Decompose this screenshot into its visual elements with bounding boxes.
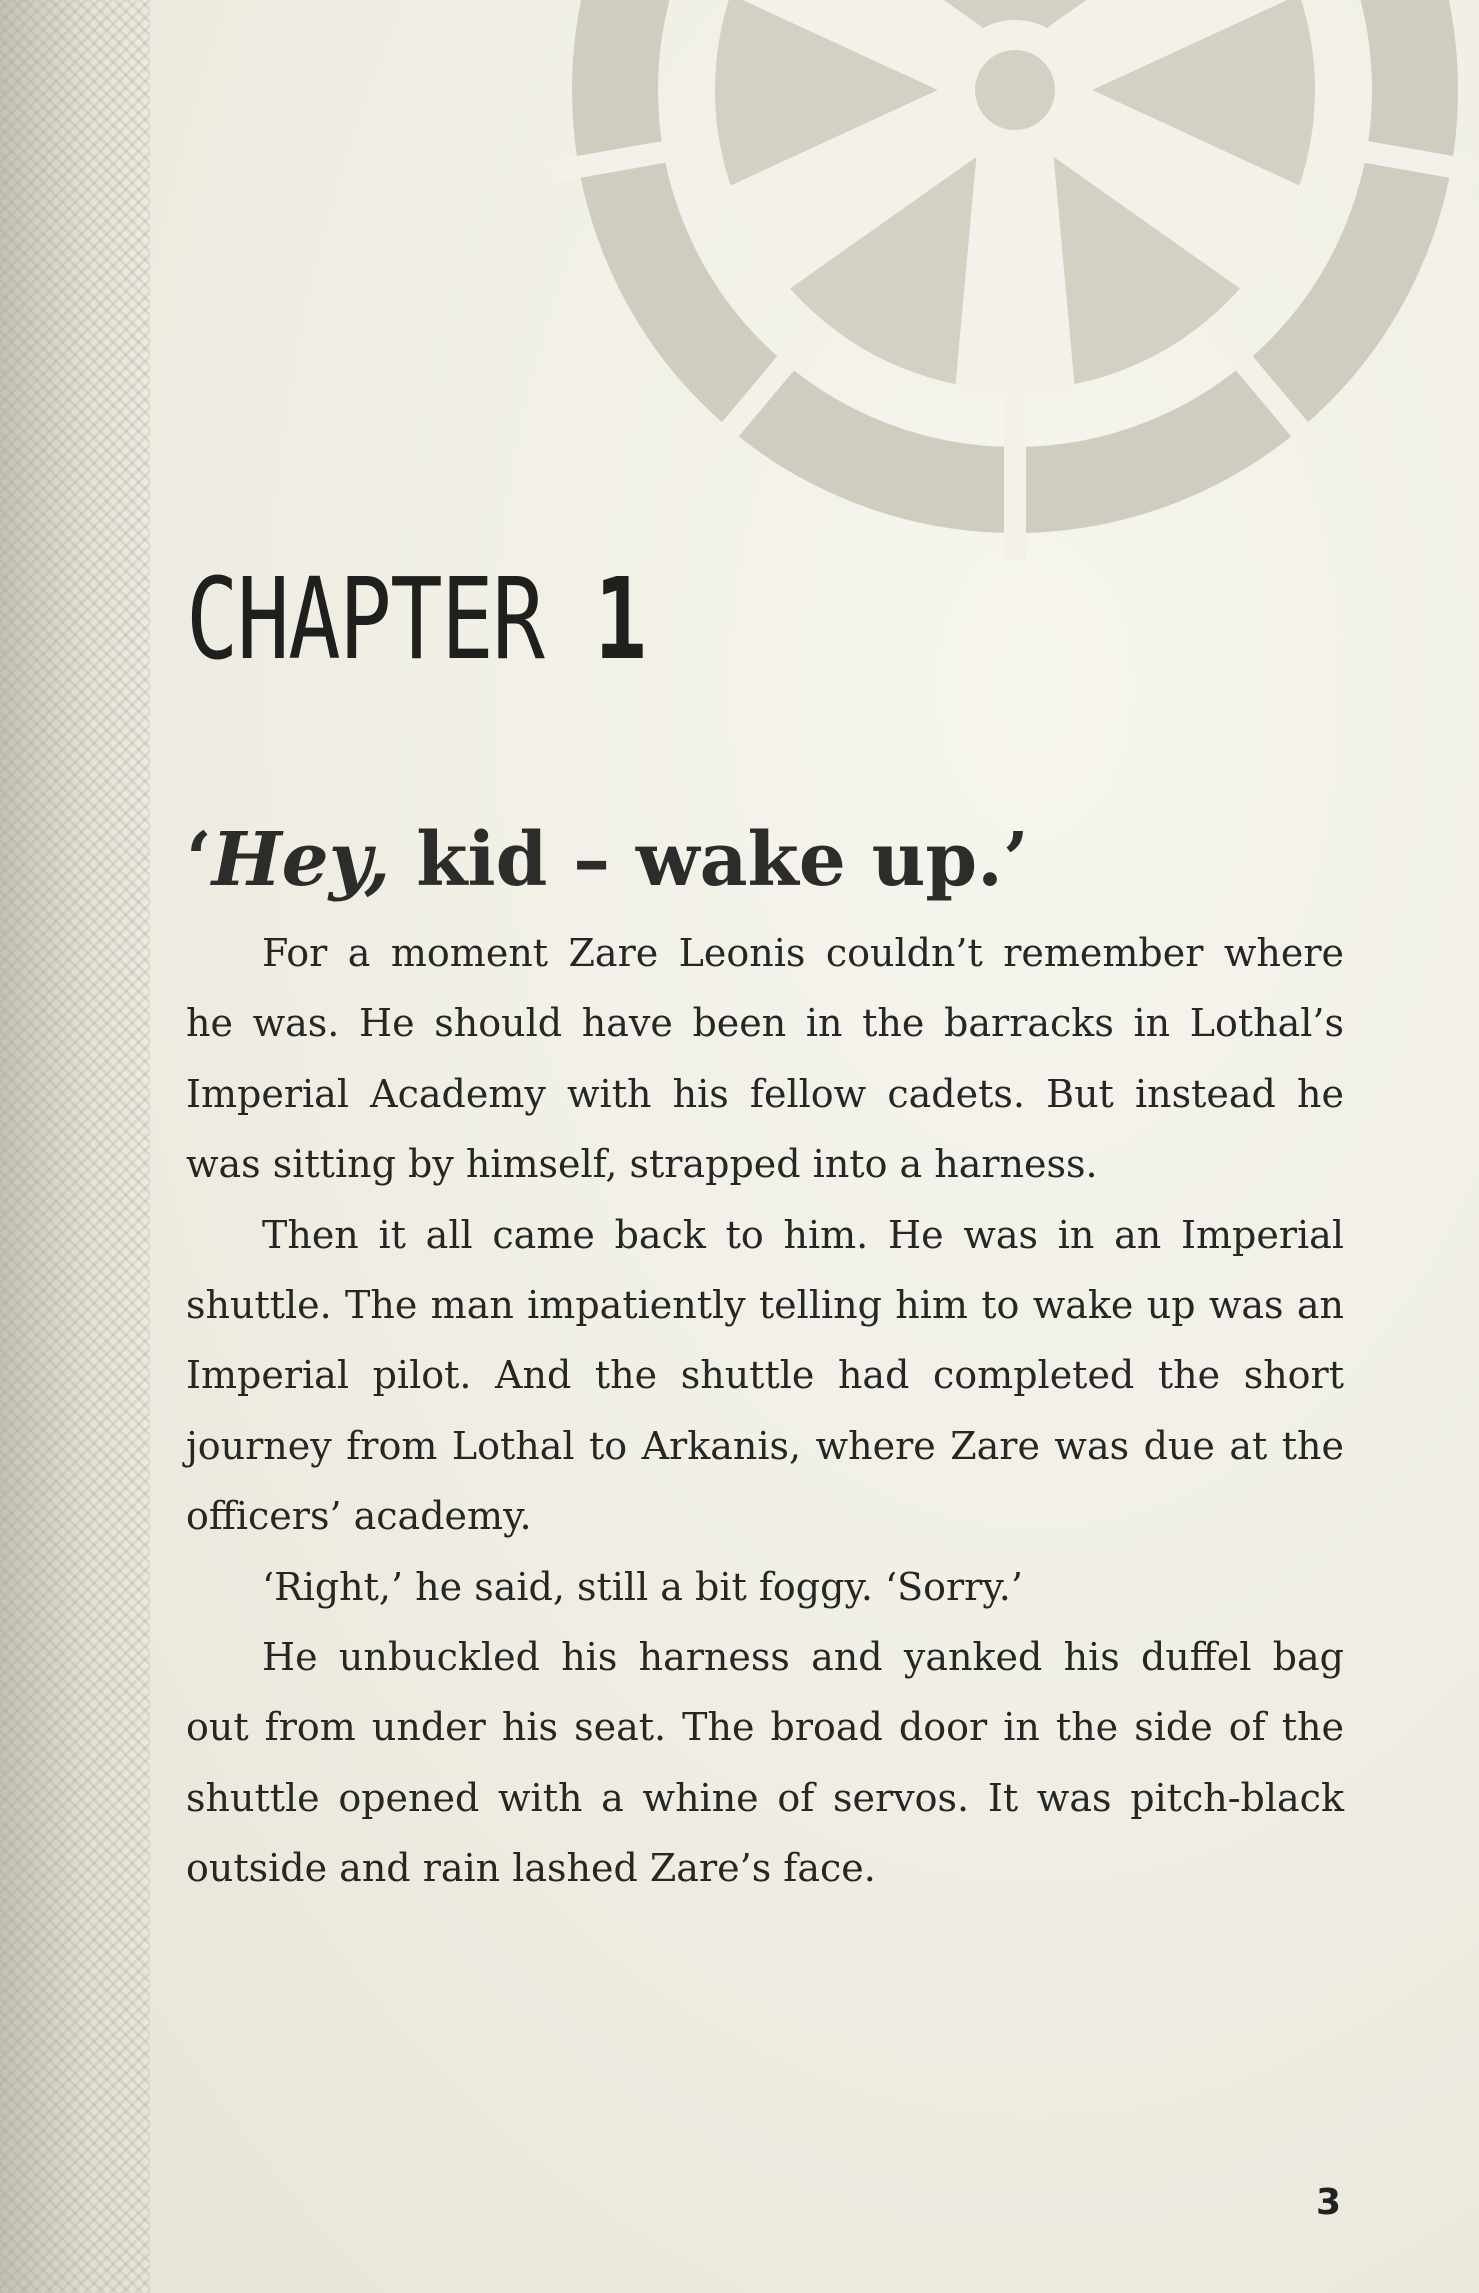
paragraph: Then it all came back to him. He was in an Imperial shuttle. The man impatiently telling him to wake up was an Imperial pilot. And the shuttle had completed the short journey from Lothal to Arkanis, where Zare was due at the officers’ academy. [186, 1212, 1344, 1539]
page-number: 3 [1316, 2182, 1342, 2223]
opening-line-rest: kid – wake up.’ [390, 817, 1029, 903]
paragraph: He unbuckled his harness and yanked his duffel bag out from under his seat. The broad door in the side of the shuttle opened with a whine of servos. It was pitch-black outside and rain lashed Zare’s face. [186, 1635, 1344, 1891]
chapter-word: CHAPTER [186, 555, 544, 685]
chapter-body [186, 918, 1344, 1904]
opening-line-emphasis: Hey, [211, 817, 391, 903]
opening-quote-mark: ‘ [186, 817, 212, 903]
imperial-crest-icon [0, 0, 1479, 560]
chapter-heading [186, 555, 646, 685]
paragraph: For a moment Zare Leonis couldn’t remember where he was. He should have been in the barracks in Lothal’s Imperial Academy with his fellow cadets. But instead he was sitting by himself, strapped into a harness. [186, 931, 1344, 1187]
chapter-number: 1 [594, 555, 646, 685]
chapter-opening-line [186, 815, 1029, 905]
paragraph: ‘Right,’ he said, still a bit foggy. ‘Sorry.’ [262, 1564, 1023, 1609]
